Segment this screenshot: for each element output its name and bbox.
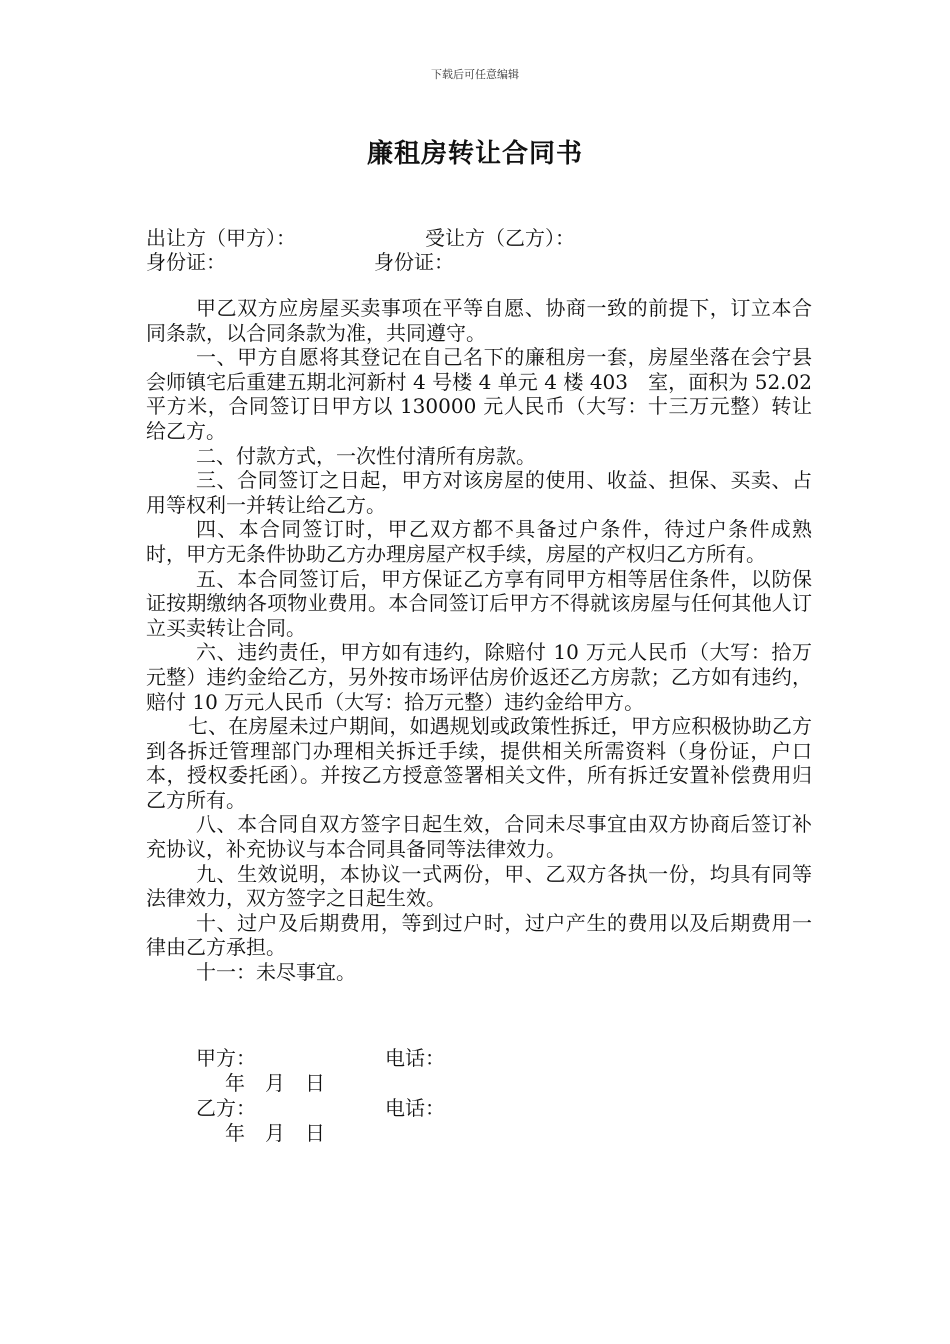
- paragraph-clause-5: 五、本合同签订后，甲方保证乙方享有同甲方相等居住条件，以防保证按期缴纳各项物业费用。本合同签订后甲方不得就该房屋与任何其他人订立买卖转让合同。: [146, 566, 812, 640]
- id-label-a: 身份证：: [146, 250, 226, 274]
- paragraph-clause-3: 三、合同签订之日起，甲方对该房屋的使用、收益、担保、买卖、占用等权利一并转让给乙方。: [146, 468, 812, 517]
- paragraph-clause-2: 二、付款方式，一次性付清所有房款。: [196, 443, 536, 468]
- id-line-b: [374, 250, 454, 274]
- id-line-a: [146, 250, 226, 274]
- paragraph-clause-11: 十一：未尽事宜。: [196, 960, 356, 985]
- paragraph-clause-7: 七、在房屋未过户期间，如遇规划或政策性拆迁，甲方应积极协助乙方到各拆迁管理部门办理相关拆迁手续，提供相关所需资料（身份证，户口本，授权委托函）。并按乙方授意签署相关文件，所有拆迁安置补偿费用归乙方所有。: [146, 714, 812, 812]
- paragraph-clause-9: 九、生效说明，本协议一式两份，甲、乙双方各执一份，均具有同等法律效力，双方签字之日起生效。: [146, 861, 812, 911]
- contract-body: [146, 296, 832, 985]
- paragraph-clause-6: 六、违约责任，甲方如有违约，除赔付 10 万元人民币（大写：拾万元整）违约金给乙方，另外按市场评估房价返还乙方房款；乙方如有违约，赔付 10 万元人民币（大写：拾万元整）违约金给甲方。: [146, 640, 812, 714]
- party-b-phone-label: 电话：: [385, 1096, 445, 1120]
- document-title: 廉租房转让合同书: [366, 139, 583, 169]
- party-a-date: 年 月 日: [225, 1071, 325, 1095]
- party-a-signature-label: 甲方：: [196, 1046, 256, 1070]
- party-a-phone-label: 电话：: [385, 1046, 445, 1070]
- paragraph-clause-4: 四、本合同签订时，甲乙双方都不具备过户条件，待过户条件成熟时，甲方无条件协助乙方办理房屋产权手续，房屋的产权归乙方所有。: [146, 517, 812, 566]
- paragraph-clause-1: 一、甲方自愿将其登记在自己名下的廉租房一套，房屋坐落在会宁县会师镇宅后重建五期北河新村 4 号楼 4 单元 4 楼 403 室，面积为 52.02 平方米，合同签订日甲方以 130000 元人民币（大写：十三万元整）转让给乙方。: [146, 345, 832, 443]
- party-b-date: 年 月 日: [225, 1121, 325, 1145]
- header-note: 下载后可任意编辑: [431, 68, 519, 81]
- paragraph-intro: 甲乙双方应房屋买卖事项在平等自愿、协商一致的前提下，订立本合同条款，以合同条款为准，共同遵守。: [146, 296, 812, 345]
- party-b-line: [425, 226, 575, 250]
- id-label-b: 身份证：: [374, 250, 454, 274]
- transferee-label: 受让方（乙方）：: [425, 226, 575, 250]
- transferor-label: 出让方（甲方）：: [146, 226, 296, 250]
- party-a-line: [146, 226, 296, 250]
- paragraph-clause-10: 十、过户及后期费用，等到过户时，过户产生的费用以及后期费用一律由乙方承担。: [146, 910, 812, 960]
- paragraph-clause-8: 八、本合同自双方签字日起生效，合同未尽事宜由双方协商后签订补充协议，补充协议与本合同具备同等法律效力。: [146, 812, 812, 862]
- party-b-signature-label: 乙方：: [196, 1096, 256, 1120]
